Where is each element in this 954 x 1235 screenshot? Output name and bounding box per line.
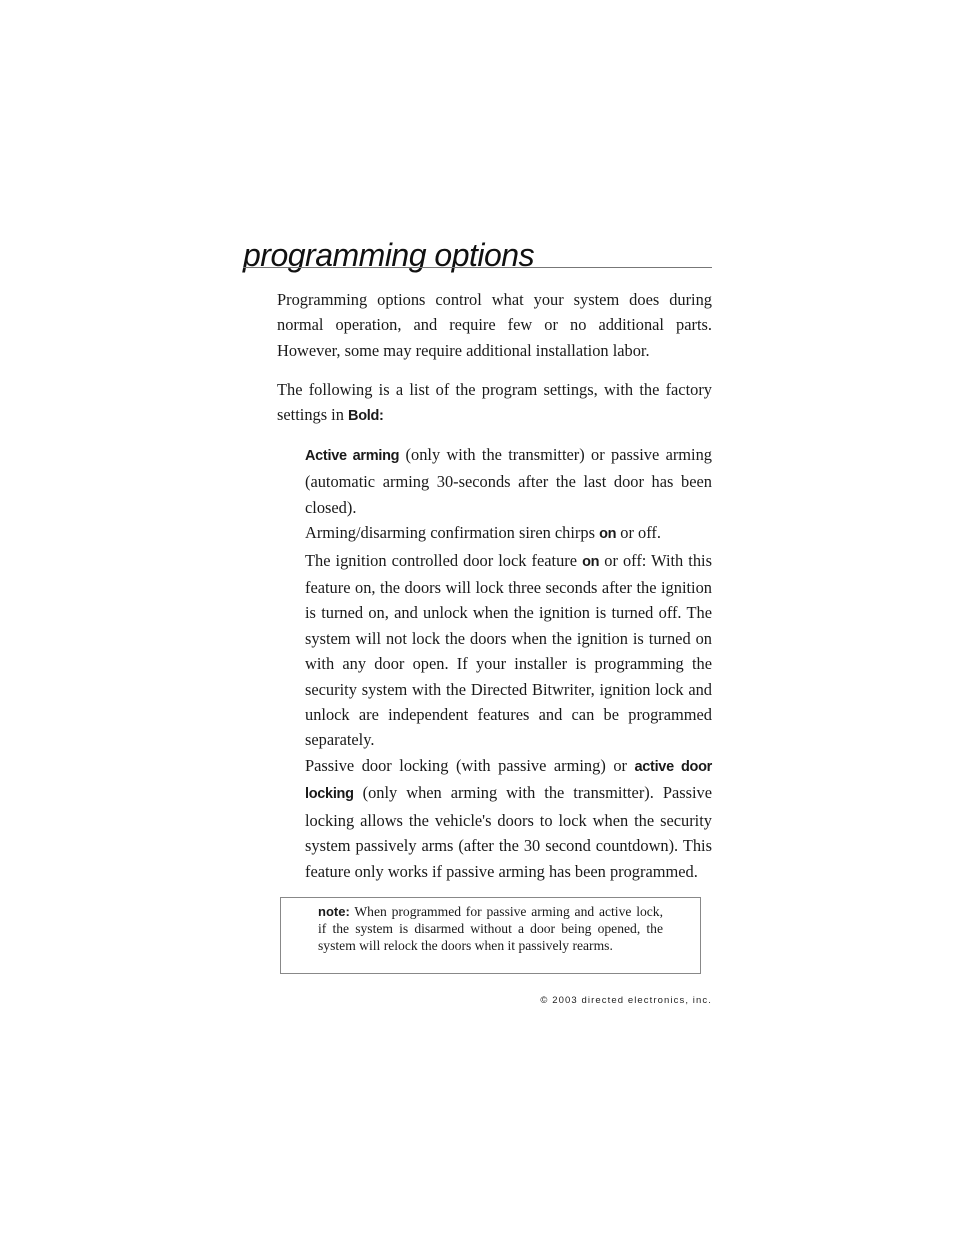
list-intro-paragraph [277,377,712,430]
page-title: programming options [243,237,535,273]
option-text-prefix: Passive door locking (with passive arming) or [305,755,635,775]
option-text-prefix: Arming/disarming confirmation siren chirps [305,523,600,543]
note-body: When programmed for passive arming and active lock, if the system is disarmed without a door being opened, the system will relock the doors when it passively rearms. [318,904,663,954]
option-confirmation-chirps [305,520,712,547]
intro-paragraph: Programming options control what your system does during normal operation, and require few or no additional parts. However, some may require additional installation labor. [277,290,712,360]
option-bold-term: on [582,553,600,570]
option-text: (only with the transmitter) or passive arming (automatic arming 30-seconds after the last door has been closed). [305,445,712,517]
list-intro-text: The following is a list of the program settings, with the factory settings in [277,380,712,425]
title-rule [243,267,712,268]
option-text-suffix: (only when arming with the transmitter). Passive locking allows the vehicle's doors to lock when the security system passively arms (after the 30 second countdown). This feature only works if passive arming has been programmed. [305,783,712,881]
option-bold-term: active door locking [305,758,713,803]
option-bold-term: on [599,526,617,543]
option-text-suffix: or off. [616,523,661,543]
option-ignition-door-lock [305,548,712,753]
option-arming-mode [305,442,712,520]
option-door-locking-mode [305,753,712,884]
option-bold-term: Active arming [305,448,400,464]
note-text [318,903,663,955]
list-intro-bold: Bold: [348,408,384,425]
copyright-footer: © 2003 directed electronics, inc. [540,995,712,1006]
option-text-suffix: or off: With this feature on, the doors will lock three seconds after the ignition is turned on, and unlock when the ignition is turned off. The system will not lock the doors when the ignition is turned on with any door open. If your installer is programming the security system with the Directed Bitwriter, ignition lock and unlock are independent features and can be programmed separately. [305,550,712,750]
program-options-list [305,442,712,884]
note-box [280,897,701,974]
note-label: note: [318,904,350,919]
option-text-prefix: The ignition controlled door lock feature [305,550,583,570]
